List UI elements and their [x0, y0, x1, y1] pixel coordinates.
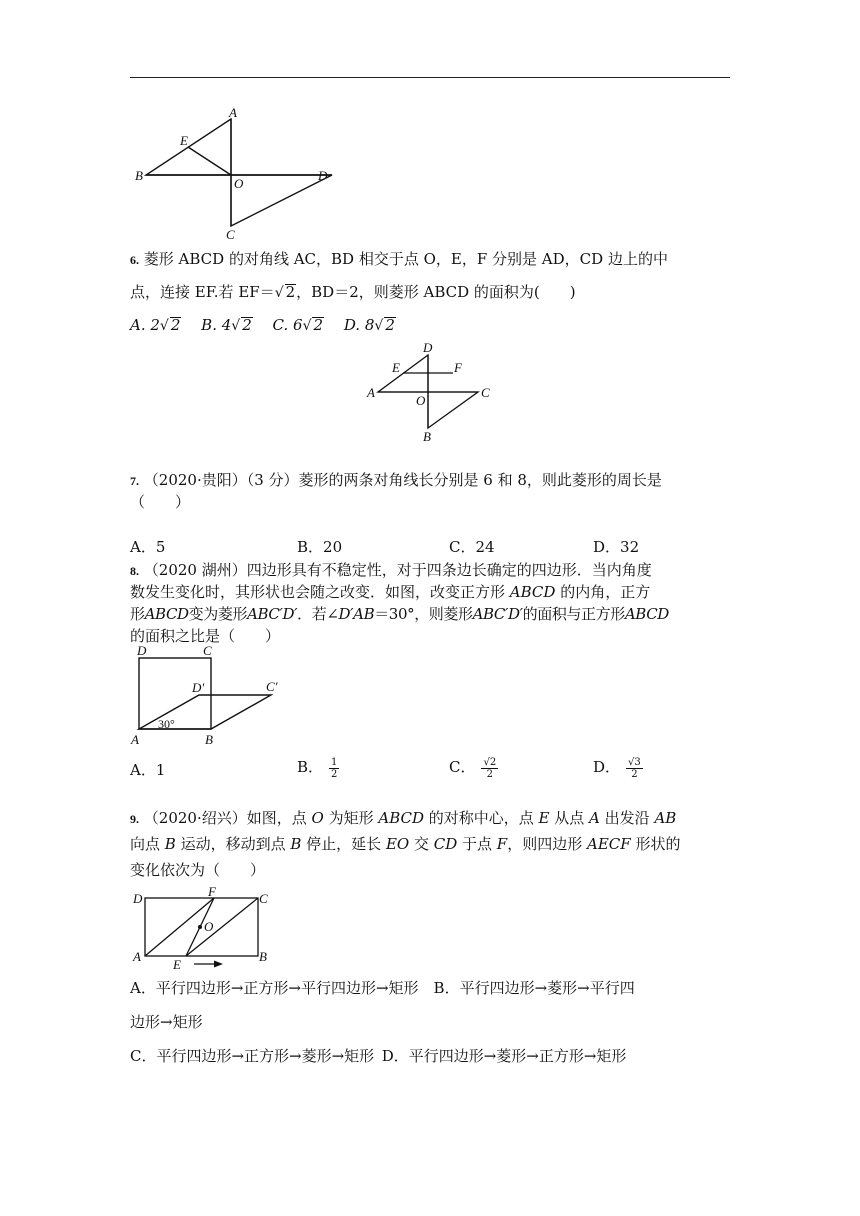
- label-F: F: [208, 884, 216, 899]
- label-O: O: [416, 393, 426, 408]
- q6-line2: 点，连接 EF.若 EF＝√ 2，BD＝2，则菱形 ABCD 的面积为( ): [130, 283, 576, 301]
- label-O: O: [234, 176, 244, 191]
- q7-line2: （ ）: [130, 493, 191, 511]
- label-D: D: [423, 340, 433, 355]
- q7-option-a[interactable]: A．5: [130, 538, 166, 556]
- label-B: B: [423, 429, 431, 444]
- figure-q6-rhombus: [365, 340, 505, 445]
- q8-line2: 数发生变化时，其形状也会随之改变．如图，改变正方形 ABCD 的内角，正方: [130, 583, 651, 601]
- q9-option-b[interactable]: B．平行四边形→菱形→平行四: [433, 979, 635, 997]
- q9-number: 9.: [130, 812, 139, 826]
- figure-q8-square-rhombus: [128, 643, 298, 753]
- q6-option-b[interactable]: B. 4√ 2: [201, 316, 252, 334]
- q8-option-d[interactable]: D． $\frac{√3}{2}$: [593, 756, 641, 780]
- header-rule: [130, 77, 730, 78]
- q6-options: [130, 314, 396, 337]
- label-D: D: [133, 891, 143, 906]
- q6-option-a[interactable]: A. 2√ 2: [130, 316, 181, 334]
- figure-rhombus-1: [130, 105, 340, 245]
- q8-line4: 的面积之比是（ ）: [130, 627, 281, 645]
- label-A: A: [229, 105, 237, 120]
- label-B: B: [259, 949, 267, 964]
- label-Cp: C′: [266, 679, 278, 694]
- label-E: E: [392, 360, 400, 375]
- label-B: B: [135, 168, 143, 183]
- q8-option-c[interactable]: C． $\frac{√2}{2}$: [449, 756, 497, 780]
- label-angle: 30°: [158, 717, 175, 731]
- q6-number: 6.: [130, 253, 139, 267]
- q7-line1: 7. （2020·贵阳）（3 分）菱形的两条对角线长分别是 6 和 8，则此菱形的周长是: [130, 471, 662, 489]
- q6-option-c[interactable]: C. 6√ 2: [272, 316, 324, 334]
- label-B: B: [205, 732, 213, 747]
- label-C: C: [226, 227, 235, 242]
- q9-line1: 9. （2020·绍兴）如图，点 O 为矩形 ABCD 的对称中心，点 E 从点 A 出发沿 AB: [130, 809, 677, 827]
- q6-option-d[interactable]: D. 8√ 2: [343, 316, 395, 334]
- label-C: C: [203, 643, 212, 658]
- q7-option-b[interactable]: B．20: [297, 538, 343, 556]
- q9-option-a[interactable]: A．平行四边形→正方形→平行四边形→矩形: [130, 979, 419, 997]
- q8-option-b[interactable]: B． $\frac{1}{2}$: [297, 756, 338, 780]
- label-C: C: [259, 891, 268, 906]
- label-A: A: [131, 732, 139, 747]
- label-D: D: [318, 168, 328, 183]
- q7-number: 7.: [130, 474, 139, 488]
- label-C: C: [481, 385, 490, 400]
- label-D: D: [137, 643, 147, 658]
- label-E: E: [173, 957, 181, 972]
- q7-option-c[interactable]: C．24: [449, 538, 495, 556]
- q9-options-row3: [130, 1045, 626, 1067]
- q8-line3: 形ABCD变为菱形ABC′D′．若∠D′AB＝30°，则菱形ABC′D′的面积与正方形ABCD: [130, 605, 669, 623]
- q9-line3: 变化依次为（ ）: [130, 861, 266, 879]
- q9-options-row1: [130, 977, 635, 999]
- label-A: A: [133, 949, 141, 964]
- q9-line2: 向点 B 运动，移动到点 B 停止，延长 EO 交 CD 于点 F，则四边形 AECF 形状的: [130, 835, 681, 853]
- q8-option-a[interactable]: A．1: [130, 761, 166, 779]
- label-A: A: [367, 385, 375, 400]
- q9-option-c[interactable]: C．平行四边形→正方形→菱形→矩形: [130, 1047, 375, 1065]
- figure-q9-rectangle: [128, 884, 278, 974]
- q8-number: 8.: [130, 564, 139, 578]
- label-E: E: [180, 133, 188, 148]
- label-O: O: [204, 919, 214, 934]
- q9-options-row2: [130, 1011, 203, 1033]
- q9-option-d[interactable]: D．平行四边形→菱形→正方形→矩形: [381, 1047, 627, 1065]
- q7-option-d[interactable]: D．32: [593, 538, 640, 556]
- label-Dp: D′: [192, 680, 205, 695]
- q6-line1: 6. 菱形 ABCD 的对角线 AC，BD 相交于点 O，E，F 分别是 AD，CD 边上的中: [130, 250, 668, 268]
- label-F: F: [454, 360, 462, 375]
- q8-line1: 8. （2020 湖州）四边形具有不稳定性，对于四条边长确定的四边形．当内角度: [130, 561, 652, 579]
- q9-option-b-continued[interactable]: 边形→矩形: [130, 1013, 203, 1031]
